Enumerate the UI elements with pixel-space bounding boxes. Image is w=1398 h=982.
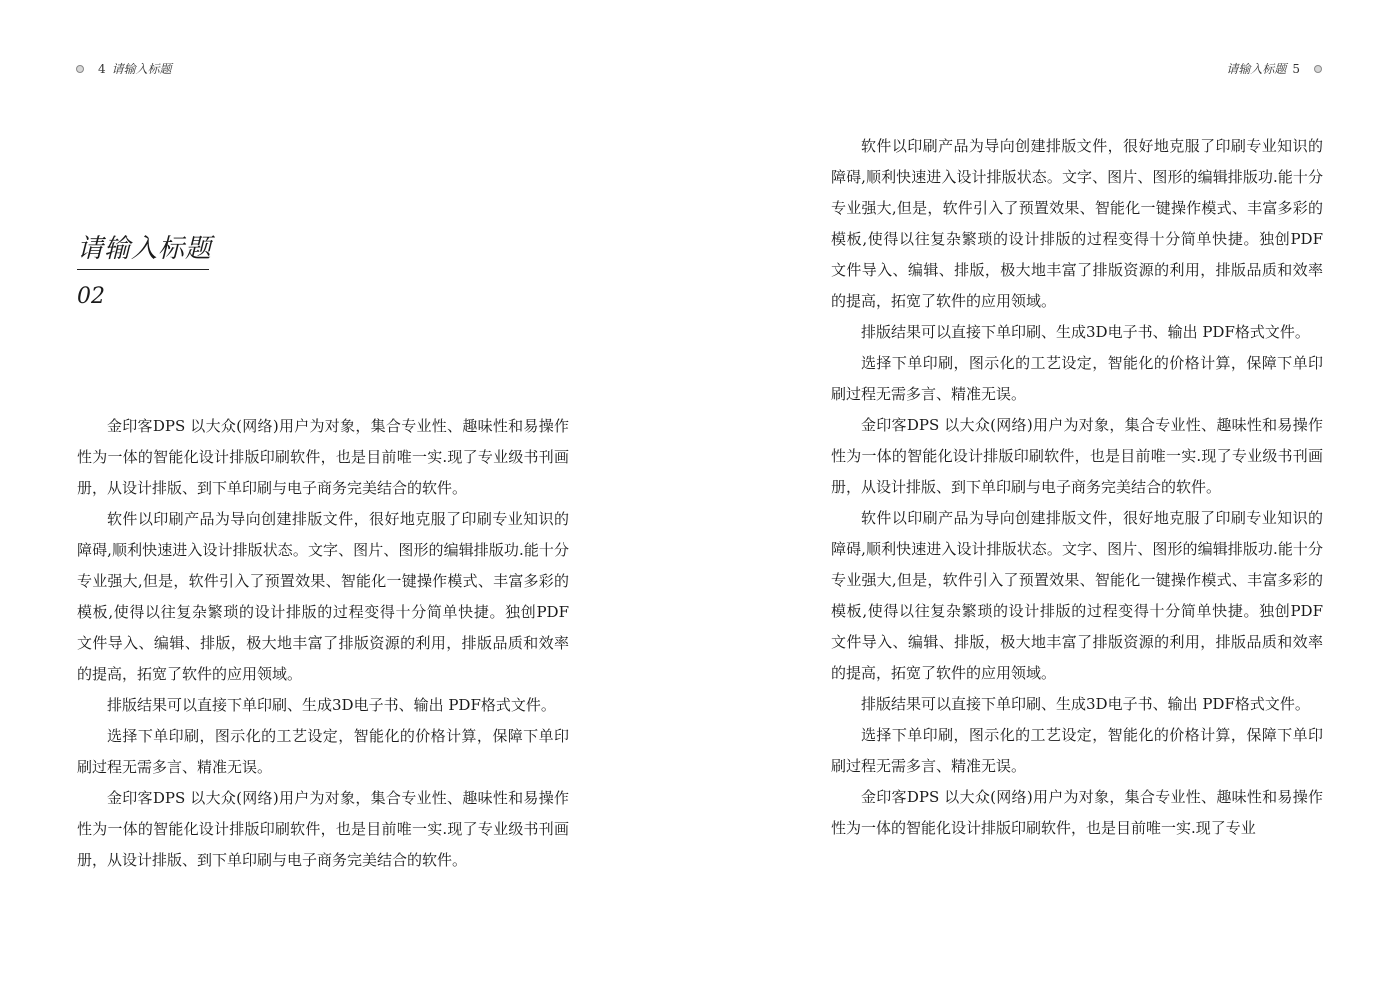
right-page-number: 5 [1292, 61, 1300, 76]
left-body-text [77, 411, 569, 876]
right-page-header [1226, 60, 1322, 77]
paragraph: 选择下单印刷，图示化的工艺设定，智能化的价格计算，保障下单印刷过程无需多言、精准无误。 [831, 354, 1323, 403]
paragraph: 选择下单印刷，图示化的工艺设定，智能化的价格计算，保障下单印刷过程无需多言、精准无误。 [831, 726, 1323, 775]
paragraph: 软件以印刷产品为导向创建排版文件，很好地克服了印刷专业知识的障碍,顺利快速进入设计排版状态。文字、图片、图形的编辑排版功.能十分专业强大,但是，软件引入了预置效果、智能化一键操作模式、丰富多彩的模板,使得以往复杂繁琐的设计排版的过程变得十分简单快捷。独创PDF 文件导入、编辑、排版，极大地丰富了排版资源的利用，排版品质和效率的提高，拓宽了软件的应用领域。 [831, 137, 1323, 310]
chapter-title: 请输入标题 [77, 228, 209, 270]
paragraph: 金印客DPS 以大众(网络)用户为对象，集合专业性、趣味性和易操作性为一体的智能化设计排版印刷软件，也是目前唯一实.现了专业 [831, 788, 1323, 837]
paragraph: 排版结果可以直接下单印刷、生成3D电子书、输出 PDF格式文件。 [861, 323, 1310, 341]
paragraph: 金印客DPS 以大众(网络)用户为对象，集合专业性、趣味性和易操作性为一体的智能化设计排版印刷软件，也是目前唯一实.现了专业级书刊画册，从设计排版、到下单印刷与电子商务完美结合的软件。 [77, 417, 569, 497]
paragraph: 排版结果可以直接下单印刷、生成3D电子书、输出 PDF格式文件。 [107, 696, 556, 714]
paragraph: 软件以印刷产品为导向创建排版文件，很好地克服了印刷专业知识的障碍,顺利快速进入设计排版状态。文字、图片、图形的编辑排版功.能十分专业强大,但是，软件引入了预置效果、智能化一键操作模式、丰富多彩的模板,使得以往复杂繁琐的设计排版的过程变得十分简单快捷。独创PDF 文件导入、编辑、排版，极大地丰富了排版资源的利用，排版品质和效率的提高，拓宽了软件的应用领域。 [77, 510, 569, 683]
bullet-dot-icon [76, 65, 84, 73]
left-running-title: 请输入标题 [111, 62, 172, 76]
paragraph: 软件以印刷产品为导向创建排版文件，很好地克服了印刷专业知识的障碍,顺利快速进入设计排版状态。文字、图片、图形的编辑排版功.能十分专业强大,但是，软件引入了预置效果、智能化一键操作模式、丰富多彩的模板,使得以往复杂繁琐的设计排版的过程变得十分简单快捷。独创PDF 文件导入、编辑、排版，极大地丰富了排版资源的利用，排版品质和效率的提高，拓宽了软件的应用领域。 [831, 509, 1323, 682]
paragraph: 金印客DPS 以大众(网络)用户为对象，集合专业性、趣味性和易操作性为一体的智能化设计排版印刷软件，也是目前唯一实.现了专业级书刊画册，从设计排版、到下单印刷与电子商务完美结合的软件。 [831, 416, 1323, 496]
right-page [699, 0, 1398, 982]
right-body-text [831, 131, 1323, 844]
left-page-number: 4 [98, 61, 106, 76]
left-page-header [76, 60, 172, 77]
chapter-number: 02 [77, 284, 105, 309]
chapter-title-block [77, 228, 213, 309]
bullet-dot-icon [1314, 65, 1322, 73]
paragraph: 排版结果可以直接下单印刷、生成3D电子书、输出 PDF格式文件。 [861, 695, 1310, 713]
right-running-title: 请输入标题 [1226, 62, 1287, 76]
paragraph: 选择下单印刷，图示化的工艺设定，智能化的价格计算，保障下单印刷过程无需多言、精准无误。 [77, 727, 569, 776]
paragraph: 金印客DPS 以大众(网络)用户为对象，集合专业性、趣味性和易操作性为一体的智能化设计排版印刷软件，也是目前唯一实.现了专业级书刊画册，从设计排版、到下单印刷与电子商务完美结合的软件。 [77, 789, 569, 869]
